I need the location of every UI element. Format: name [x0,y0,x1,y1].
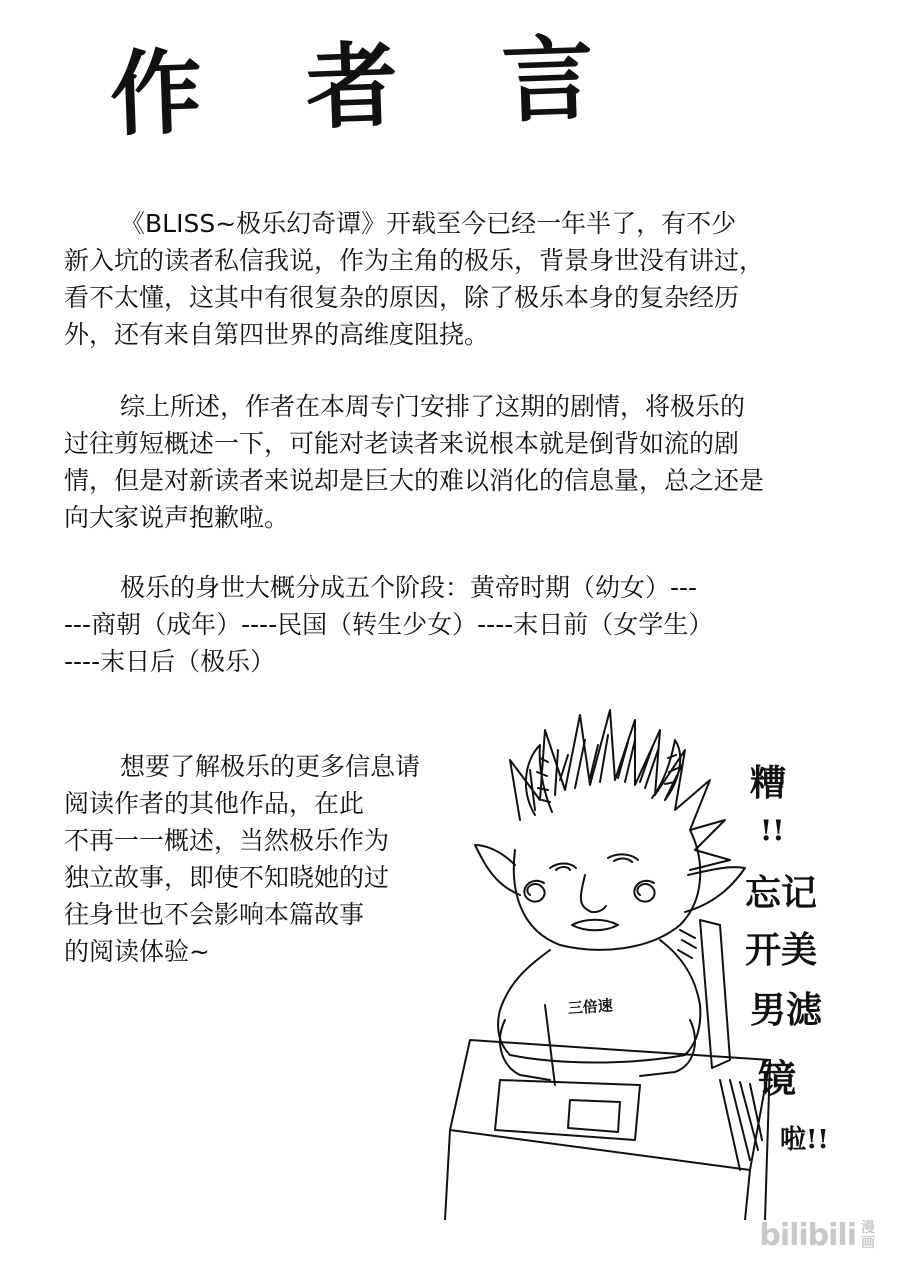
text-line: 过往剪短概述一下，可能对老读者来说根本就是倒背如流的剧 [64,429,740,458]
watermark-tag: 漫画 [861,1219,875,1251]
handwritten-note: 忘记 [745,872,818,914]
paragraph-more-info [64,748,420,970]
text-line: 极乐的身世大概分成五个阶段：黄帝时期（幼女）--- [120,573,698,602]
text-line: 阅读作者的其他作品，在此 [64,789,365,818]
text-line: 向大家说声抱歉啦。 [64,503,290,532]
text-line: 情，但是对新读者来说却是巨大的难以消化的信息量，总之还是 [64,466,765,495]
text-line: 想要了解极乐的更多信息请 [120,752,421,781]
text-line: 的阅读体验~ [64,937,210,966]
page-title: 作 者 言 [108,22,632,150]
handwritten-exclaim: 糟 [750,762,787,804]
text-line: 综上所述，作者在本周专门安排了这期的剧情，将极乐的 [120,392,746,421]
text-line: 往身世也不会影响本篇故事 [64,900,365,929]
handwritten-note: 镜 [758,1056,797,1101]
paragraph-summary [64,388,764,536]
handwritten-note: 开美 [745,929,818,971]
text-line: 看不太懂，这其中有很复杂的原因，除了极乐本身的复杂经历 [64,283,740,312]
author-caricature-illustration [440,700,870,1220]
handwritten-exclaim: 啦!! [780,1125,829,1155]
text-line: 外，还有来自第四世界的高维度阻挠。 [64,320,490,349]
text-line: 《BLISS~极乐幻奇谭》开载至今已经一年半了，有不少 [120,209,737,238]
watermark-brand: bilibili [759,1218,856,1253]
text-line: 独立故事，即使不知晓她的过 [64,863,390,892]
text-line: ---商朝（成年）----民国（转生少女）----末日前（女学生） [64,610,714,639]
paragraph-intro [64,205,764,353]
handwritten-exclaim: !! [760,814,785,847]
text-line: ----末日后（极乐） [64,647,276,676]
bilibili-comics-watermark [759,1218,876,1253]
paragraph-stages [64,569,713,680]
text-line: 不再一一概述，当然极乐作为 [64,826,390,855]
shirt-text: 三倍速 [567,996,614,1018]
handwritten-note: 男滤 [750,989,823,1031]
text-line: 新入坑的读者私信我说，作为主角的极乐，背景身世没有讲过， [64,246,765,275]
